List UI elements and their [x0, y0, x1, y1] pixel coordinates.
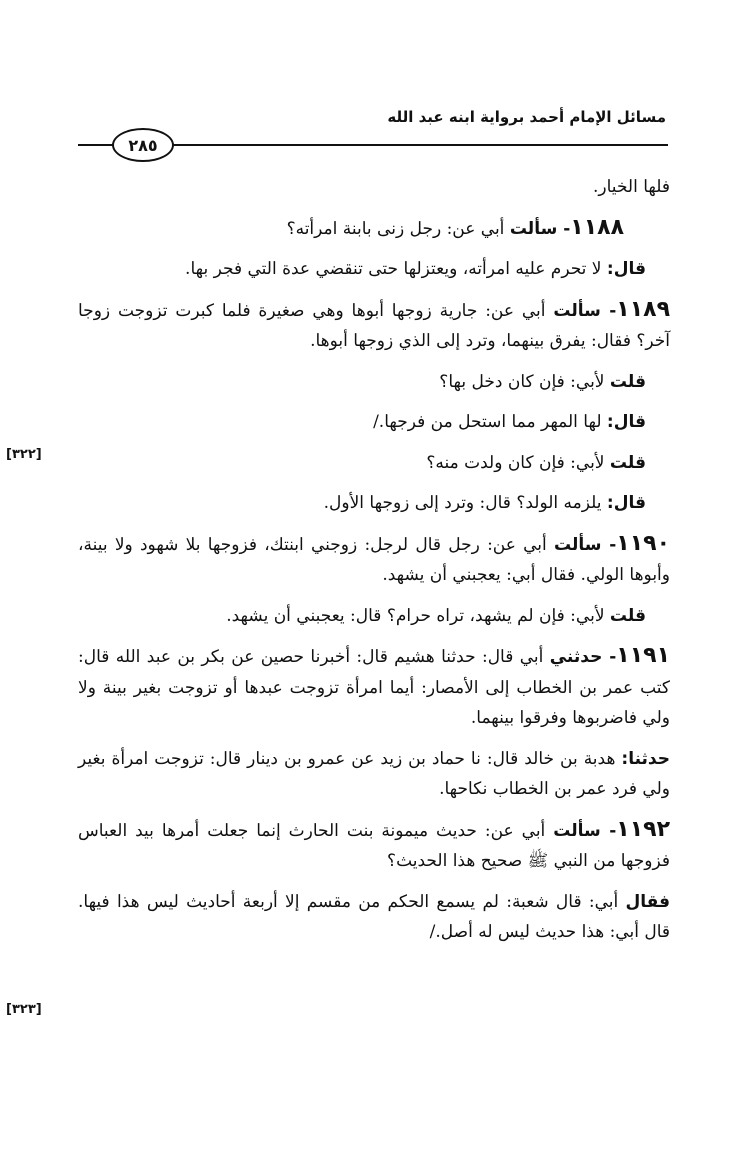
issue-number: ١١٨٨ [570, 214, 624, 240]
paragraph [78, 407, 670, 438]
issue-number: ١١٩٠ [616, 530, 670, 556]
paragraph-text: أبي عن: حديث ميمونة بنت الحارث إنما جعلت أمرها بيد العباس فزوجها من النبي ﷺ صحيح هذا الحديث؟ [78, 820, 670, 871]
lead-word: قلت [609, 371, 646, 392]
paragraph [78, 887, 670, 948]
paragraph-text: لأبي: فإن كان دخل بها؟ [439, 371, 610, 392]
paragraph [78, 448, 670, 479]
paragraph-text: فلها الخيار. [593, 177, 670, 197]
issue-number: ١١٩٢ [616, 816, 670, 842]
paragraph-text: أبي عن: رجل قال لرجل: زوجني ابنتك، فزوجها بلا شهود ولا بينة، وأبوها الولي. فقال أبي: يعجبني أن يشهد. [78, 534, 670, 585]
paragraph [78, 367, 670, 398]
paragraph-issue-1188 [78, 213, 670, 245]
paragraph-issue-1189 [78, 295, 670, 357]
paragraph-text: لا تحرم عليه امرأته، ويعتزلها حتى تنقضي عدة التي فجر بها. [185, 259, 607, 279]
issue-number: ١١٨٩ [616, 296, 670, 322]
paragraph-text: لها المهر مما استحل من فرجها./ [373, 412, 607, 432]
issue-number: ١١٩١ [616, 643, 670, 668]
paragraph-text: لأبي: فإن كان ولدت منه؟ [426, 452, 610, 473]
lead-word: قال: [606, 259, 646, 279]
lead-word: حدثنا: [621, 748, 670, 769]
lead-word: - سألت [553, 300, 617, 321]
paragraph-text: أبي: قال شعبة: لم يسمع الحكم من مقسم إلا أربعة أحاديث ليس هذا فيها. قال أبي: هذا حديث ليس له أصل./ [78, 891, 670, 942]
paragraph-issue-1191 [78, 641, 670, 734]
lead-word: - حدثني [549, 647, 617, 667]
main-text [78, 172, 670, 958]
paragraph-text: لأبي: فإن لم يشهد، تراه حرام؟ قال: يعجبني أن يشهد. [226, 605, 610, 626]
paragraph [78, 601, 670, 632]
paragraph [78, 488, 670, 519]
lead-word: قال: [606, 412, 646, 432]
lead-word: - سألت [553, 534, 617, 555]
lead-word: - سألت [553, 820, 617, 841]
paragraph-text: أبي عن: رجل زنى بابنة امرأته؟ [286, 218, 510, 239]
page-number-badge: ٢٨٥ [112, 128, 174, 162]
paragraph-text: أبي قال: حدثنا هشيم قال: أخبرنا حصين عن بكر بن عبد الله قال: كتب عمر بن الخطاب إلى الأمصار: أيما امرأة تزوجت عبدها أو تزوجت بغير بينة ولا ولي فاضربوها وفرقوا بينهما. [78, 647, 670, 728]
margin-reference: [٣٢٣] [6, 1002, 42, 1017]
paragraph [78, 254, 670, 285]
lead-word: فقال [625, 891, 670, 912]
lead-word: - سألت [509, 218, 571, 239]
paragraph-issue-1190 [78, 529, 670, 591]
paragraph [78, 172, 670, 203]
lead-word: قال: [606, 493, 646, 513]
paragraph-text: هدبة بن خالد قال: نا حماد بن زيد عن عمرو بن دينار قال: تزوجت امرأة بغير ولي فرد عمر بن الخطاب نكاحها. [78, 748, 670, 799]
paragraph-text: أبي عن: جارية زوجها أبوها وهي صغيرة فلما كبرت تزوجت زوجا آخر؟ فقال: يفرق بينهما، وترد إلى الذي زوجها أبوها. [78, 300, 670, 351]
paragraph [78, 744, 670, 805]
lead-word: قلت [609, 605, 646, 626]
running-header-title: مسائل الإمام أحمد برواية ابنه عبد الله [387, 108, 666, 126]
lead-word: قلت [609, 452, 646, 473]
margin-reference: [٣٢٢] [6, 447, 42, 462]
paragraph-issue-1192 [78, 815, 670, 877]
paragraph-text: يلزمه الولد؟ قال: وترد إلى زوجها الأول. [323, 493, 607, 513]
